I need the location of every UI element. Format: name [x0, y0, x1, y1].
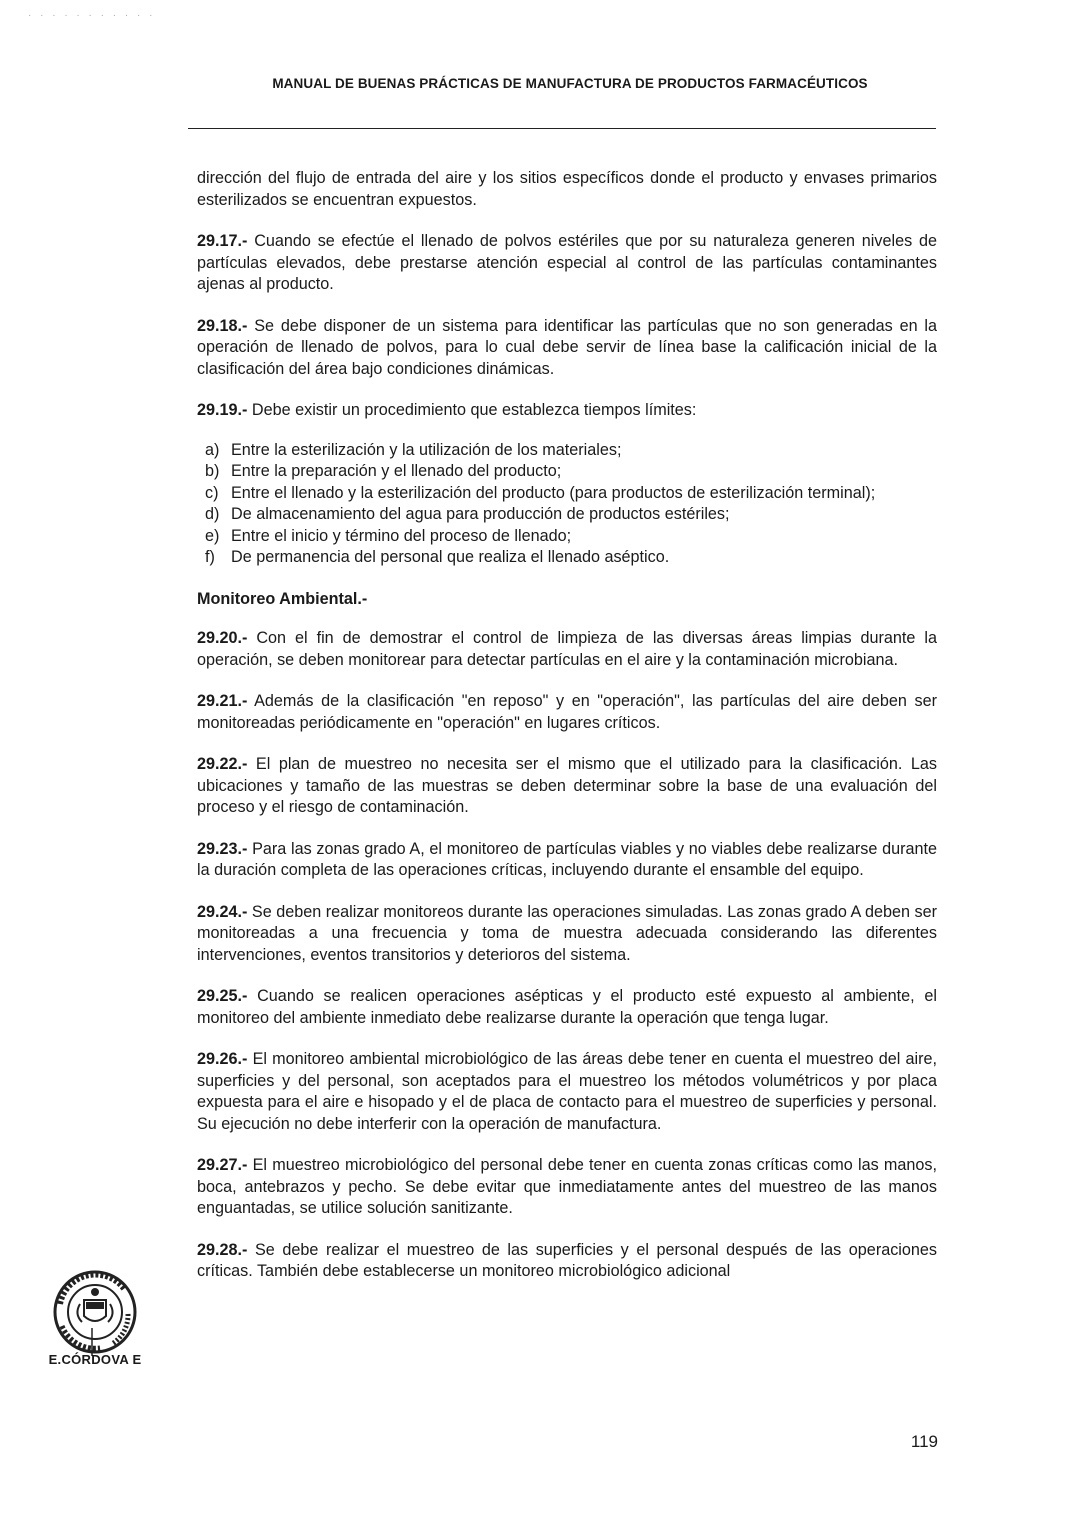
paragraph-text: Cuando se efectúe el llenado de polvos estériles que por su naturaleza generen niveles de partículas elevados, debe prestarse atención especial al control de las partículas contaminantes ajenas al producto.: [197, 232, 937, 293]
paragraph: [197, 1240, 937, 1283]
clause-number: 29.22.-: [197, 755, 248, 773]
list-item: [197, 526, 937, 548]
list-item-text: Entre la preparación y el llenado del producto;: [231, 462, 562, 480]
paragraph-text: El monitoreo ambiental microbiológico de las áreas debe tener en cuenta el muestreo del aire, superficies y del personal, son aceptados para el muestreo los métodos volumétricos y por placa expuesta para el aire e hisopado y el de placa de contacto para el muestreo de superficies y personal. Su ejecución no debe interferir con la operación de manufactura.: [197, 1050, 937, 1133]
paragraph: [197, 168, 937, 211]
header-divider: [188, 128, 936, 129]
section-heading: Monitoreo Ambiental.-: [197, 589, 368, 608]
paragraph-text: Se deben realizar monitoreos durante las operaciones simuladas. Las zonas grado A deben ser monitoreadas a una frecuencia y toma de muestra adecuada considerando las diferentes intervenciones, eventos transitorios y deterioros del sistema.: [197, 902, 937, 964]
seal-caption: E.CÓRDOVA E: [48, 1352, 142, 1367]
clause-number: 29.19.-: [197, 401, 248, 419]
list-item-label: f): [205, 548, 215, 566]
page-number: 119: [910, 1432, 938, 1451]
paragraph: [197, 628, 937, 671]
list-item-label: b): [205, 462, 220, 480]
paragraph: [197, 754, 937, 819]
paragraph-text: Con el fin de demostrar el control de limpieza de las diversas áreas limpias durante la operación, se deben monitorear para detectar partículas en el aire y la contaminación microbiana.: [197, 629, 937, 669]
clause-number: 29.24.-: [197, 902, 248, 921]
paragraph-text: Además de la clasificación "en reposo" y en "operación", las partículas del aire deben ser monitoreadas periódicamente en "operación" en lugares críticos.: [197, 692, 937, 732]
paragraph-text: El muestreo microbiológico del personal debe tener en cuenta zonas críticas como las manos, boca, antebrazos y pecho. Se debe evitar que inmediatamente antes del muestreo de las manos enguantadas, se utilice solución sanitizante.: [197, 1156, 937, 1217]
paragraph: [197, 400, 937, 422]
list-item: [197, 547, 937, 569]
clause-number: 29.17.-: [197, 232, 248, 250]
paragraph-text: Cuando se realicen operaciones asépticas y el producto esté expuesto al ambiente, el monitoreo del ambiente inmediato debe realizarse durante la operación que tenga lugar.: [197, 987, 937, 1027]
clause-number: 29.25.-: [197, 987, 248, 1005]
paragraph: [197, 316, 937, 381]
list-item: [197, 461, 937, 483]
paragraph-text: El plan de muestreo no necesita ser el mismo que el utilizado para la clasificación. Las ubicaciones y tamaño de las muestras se deben determinar sobre la base de una evaluación del proceso y el riesgo de contaminación.: [197, 755, 937, 816]
paragraph: [197, 231, 937, 296]
clause-number: 29.21.-: [197, 692, 248, 710]
paragraph-text: Para las zonas grado A, el monitoreo de partículas viables y no viables debe realizarse durante la duración completa de las operaciones críticas, incluyendo durante el ensamble del equipo.: [197, 839, 937, 879]
list-item-text: Entre la esterilización y la utilización de los materiales;: [231, 440, 622, 459]
paragraph-group-top: [197, 168, 937, 422]
clause-number: 29.20.-: [197, 629, 248, 647]
list-item: [197, 483, 937, 505]
paragraph-text: Se debe realizar el muestreo de las superficies y el personal después de las operaciones críticas. También debe establecerse un monitoreo microbiológico adicional: [197, 1240, 937, 1280]
header-title: MANUAL DE BUENAS PRÁCTICAS DE MANUFACTURA DE PRODUCTOS FARMACÉUTICOS: [272, 76, 868, 91]
paragraph: [197, 691, 937, 734]
list-item-label: c): [205, 483, 219, 502]
list-item: [197, 504, 937, 526]
paragraph: [197, 986, 937, 1029]
time-limits-list: [197, 440, 937, 569]
list-item-text: De permanencia del personal que realiza el llenado aséptico.: [231, 548, 670, 566]
clause-number: 29.18.-: [197, 316, 248, 335]
scan-artifact: · · · · · · · · · · ·: [28, 10, 156, 21]
paragraph: [197, 902, 937, 967]
paragraph-text: Se debe disponer de un sistema para identificar las partículas que no son generadas en la operación de llenado de polvos, para lo cual debe servir de línea base la calificación inicial de la clasificación del área bajo condiciones dinámicas.: [197, 316, 937, 378]
paragraph: [197, 1155, 937, 1220]
clause-number: 29.23.-: [197, 839, 248, 858]
list-item-text: Entre el inicio y término del proceso de llenado;: [231, 526, 572, 545]
clause-number: 29.28.-: [197, 1240, 248, 1259]
list-item-label: d): [205, 505, 220, 523]
clause-number: 29.27.-: [197, 1156, 248, 1174]
paragraph-group-bottom: [197, 628, 937, 1283]
list-item-label: e): [205, 526, 220, 545]
paragraph-text: Debe existir un procedimiento que establezca tiempos límites:: [247, 401, 697, 419]
paragraph: [197, 1049, 937, 1135]
document-body: [197, 168, 937, 1303]
paragraph: [197, 839, 937, 882]
clause-number: 29.26.-: [197, 1050, 248, 1068]
list-item-text: De almacenamiento del agua para producción de productos estériles;: [231, 505, 730, 523]
list-item-label: a): [205, 440, 220, 459]
list-item-text: Entre el llenado y la esterilización del producto (para productos de esterilización terminal);: [231, 483, 876, 502]
paragraph-text: dirección del flujo de entrada del aire y los sitios específicos donde el producto y envases primarios esterilizados se encuentran expuestos.: [197, 169, 937, 209]
list-item: [197, 440, 937, 462]
